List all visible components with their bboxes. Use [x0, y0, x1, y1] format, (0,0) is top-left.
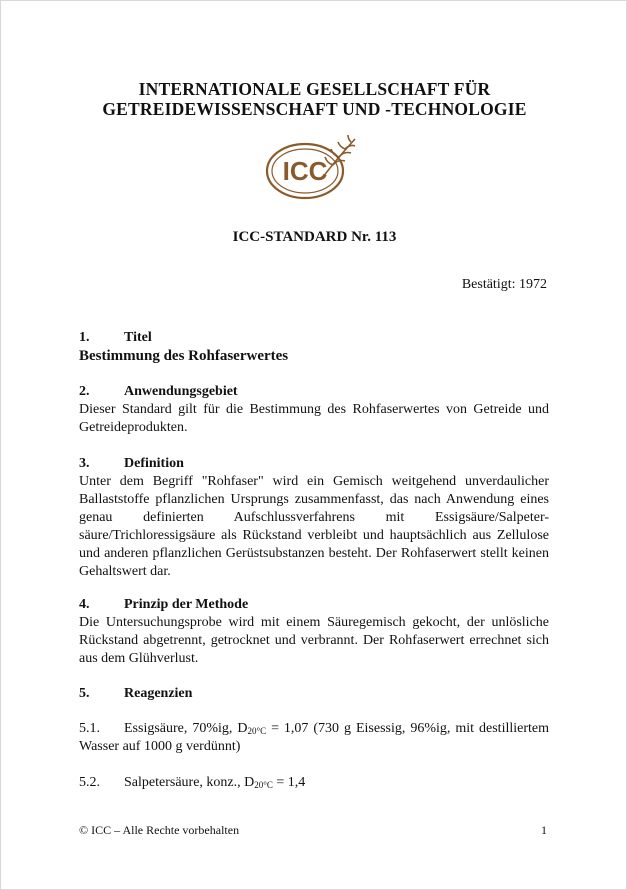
section-heading: 3. Definition [79, 456, 184, 471]
page-number: 1 [541, 823, 547, 837]
section-heading: 4. Prinzip der Methode [79, 597, 249, 612]
section-heading: 1. Titel [79, 330, 152, 345]
section-4 [79, 596, 549, 668]
org-name-line2: GETREIDEWISSENSCHAFT UND -TECHNOLOGIE [102, 99, 527, 119]
section-1 [79, 329, 549, 365]
copyright-notice: © ICC – Alle Rechte vorbehalten [79, 823, 240, 837]
document-title: Bestimmung des Rohfaserwertes [79, 348, 289, 364]
reagent-5-1: 5.1. Essigsäure, 70%ig, $D_{20^\circ C} = 1,07$ (730 g Eisessig, 96%ig, mit destilliertem Wasser auf 1000 g verdünnt) [79, 721, 549, 754]
section-body: Die Untersuchungsprobe wird mit einem Säuregemisch gekocht, der unlösliche Rückstand abgetrennt, getrocknet und verbrannt. Der Rohfaserwert errechnet sich aus dem Glühverlust. [79, 615, 549, 666]
section-heading: 5. Reagenzien [79, 686, 193, 701]
icc-logo [263, 133, 363, 203]
page-footer [79, 823, 547, 838]
confirmation-date: Bestätigt: 1972 [461, 277, 547, 292]
standard-number: ICC-STANDARD Nr. 113 [232, 229, 397, 245]
section-heading: 2. Anwendungsgebiet [79, 384, 238, 399]
logo-text: ICC [282, 156, 328, 186]
section-2 [79, 383, 549, 437]
section-body: Unter dem Begriff "Rohfaser" wird ein Gemisch weitgehend unverdaulicher Ballaststoffe pflanzlichen Ursprungs zusammenfasst, das nach Anwendung eines genau definierten Aufschlussverfahrens mit Essigsäure/Salpeter-säure/Trichloressigsäure als Rückstand verbleibt und hauptsächlich aus Zellulose und anderen pflanzlichen Gerüstsubstanzen besteht. Der Rohfaserwert stellt keinen Gehaltswert dar. [79, 474, 549, 579]
org-name-line1: INTERNATIONALE GESELLSCHAFT FÜR [138, 79, 491, 99]
section-3 [79, 455, 549, 581]
section-body: Dieser Standard gilt für die Bestimmung des Rohfaserwertes von Getreide und Getreideprodukten. [79, 402, 549, 435]
reagent-5-2: 5.2. Salpetersäure, konz., $D_{20^\circ C} = 1,4$ [79, 775, 306, 790]
section-5 [79, 685, 549, 703]
wheat-ear-icon [323, 135, 355, 177]
